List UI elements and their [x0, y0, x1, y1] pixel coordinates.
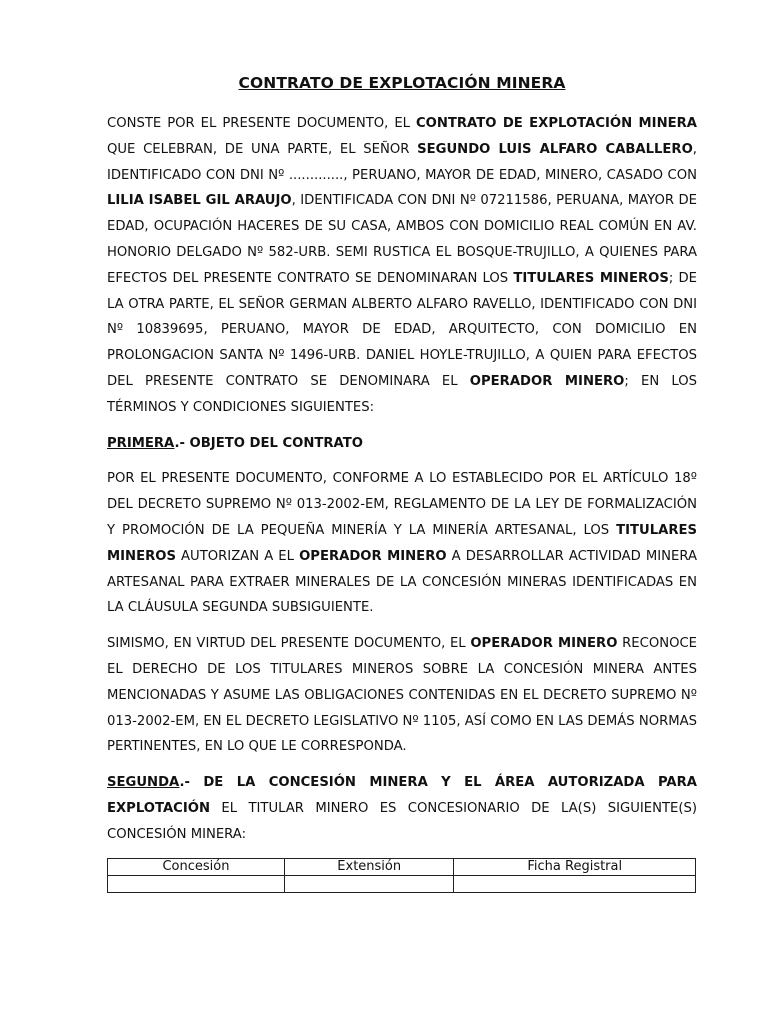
clause-segunda-label: SEGUNDA	[107, 775, 180, 791]
intro-text-5: ; DE LA OTRA PARTE, EL SEÑOR GERMAN ALBERTO ALFARO RAVELLO, IDENTIFICADO CON DNI Nº 10839695, PERUANO, MAYOR DE EDAD, ARQUITECTO, CON DOMICILIO EN PROLONGACION SANTA Nº 1496-URB. DANIEL HOYLE-TRUJILLO, A QUIEN PARA EFECTOS DEL PRESENTE CONTRATO SE DENOMINARA EL	[107, 270, 698, 389]
document-title: CONTRATO DE EXPLOTACIÓN MINERA	[238, 74, 566, 92]
primera-p1-bold-2: OPERADOR MINERO	[299, 548, 447, 564]
primera-p1-bold-1: TITULARES MINEROS	[107, 522, 697, 564]
primera-p1-text-3: A DESARROLLAR ACTIVIDAD MINERA ARTESANAL PARA EXTRAER MINERALES DE LA CONCESIÓN MINERAS IDENTIFICADAS EN LA CLÁUSULA SEGUNDA SUBSIGUIENTE.	[107, 548, 697, 616]
primera-paragraph-2	[107, 631, 697, 760]
header-concesion: Concesión	[108, 858, 285, 875]
primera-paragraph-1	[107, 466, 697, 621]
intro-text-6: ; EN LOS TÉRMINOS Y CONDICIONES SIGUIENTES:	[107, 373, 697, 415]
clause-primera-title: .- OBJETO DEL CONTRATO	[174, 435, 363, 451]
table-row	[108, 875, 696, 892]
intro-text-4: , IDENTIFICADA CON DNI Nº 07211586, PERUANA, MAYOR DE EDAD, OCUPACIÓN HACERES DE SU CASA, AMBOS CON DOMICILIO REAL COMÚN EN AV. HONORIO DELGADO Nº 582-URB. SEMI RUSTICA EL BOSQUE-TRUJILLO, A QUIENES PARA EFECTOS DEL PRESENTE CONTRATO SE DENOMINARAN LOS	[107, 193, 697, 286]
table-cell-concesion	[108, 875, 285, 892]
clause-primera-label: PRIMERA	[107, 435, 175, 451]
concession-table	[107, 858, 696, 893]
intro-bold-5: OPERADOR MINERO	[469, 373, 625, 389]
table-cell-extension	[284, 875, 454, 892]
segunda-text-1: EL TITULAR MINERO ES CONCESIONARIO DE LA(S) SIGUIENTE(S) CONCESIÓN MINERA:	[107, 800, 697, 842]
primera-p2-bold-1: OPERADOR MINERO	[470, 636, 618, 652]
intro-bold-4: TITULARES MINEROS	[513, 270, 669, 286]
table-cell-ficha-registral	[454, 875, 696, 892]
clause-segunda-paragraph	[107, 770, 697, 847]
primera-p2-text-2: RECONOCE EL DERECHO DE LOS TITULARES MINEROS SOBRE LA CONCESIÓN MINERA ANTES MENCIONADAS Y ASUME LAS OBLIGACIONES CONTENIDAS EN EL DECRETO SUPREMO Nº 013-2002-EM, EN EL DECRETO LEGISLATIVO Nº 1105, ASÍ COMO EN LAS DEMÁS NORMAS PERTINENTES, EN LO QUE LE CORRESPONDA.	[107, 636, 698, 755]
clause-primera-heading	[107, 431, 697, 457]
intro-text-3: , IDENTIFICADO CON DNI Nº ............., PERUANO, MAYOR DE EDAD, MINERO, CASADO CON	[107, 141, 697, 183]
header-extension: Extensión	[284, 858, 454, 875]
intro-bold-3: LILIA ISABEL GIL ARAUJO	[107, 193, 292, 209]
intro-paragraph	[107, 111, 697, 421]
intro-bold-2: SEGUNDO LUIS ALFARO CABALLERO	[417, 141, 693, 157]
primera-p1-text-1: POR EL PRESENTE DOCUMENTO, CONFORME A LO ESTABLECIDO POR EL ARTÍCULO 18º DEL DECRETO SUPREMO Nº 013-2002-EM, REGLAMENTO DE LA LEY DE FORMALIZACIÓN Y PROMOCIÓN DE LA PEQUEÑA MINERÍA Y LA MINERÍA ARTESANAL, LOS	[107, 471, 697, 538]
intro-bold-1: CONTRATO DE EXPLOTACIÓN MINERA	[415, 116, 697, 131]
header-ficha-registral: Ficha Registral	[454, 858, 696, 875]
primera-p1-text-2: AUTORIZAN A EL	[175, 548, 300, 564]
intro-text-2: QUE CELEBRAN, DE UNA PARTE, EL SEÑOR	[107, 141, 418, 157]
primera-p2-text-1: SIMISMO, EN VIRTUD DEL PRESENTE DOCUMENTO, EL	[107, 636, 471, 652]
table-header-row	[108, 858, 696, 875]
clause-segunda-title: .- DE LA CONCESIÓN MINERA Y EL ÁREA AUTORIZADA PARA EXPLOTACIÓN	[107, 775, 697, 816]
intro-text-1: CONSTE POR EL PRESENTE DOCUMENTO, EL	[107, 116, 416, 131]
